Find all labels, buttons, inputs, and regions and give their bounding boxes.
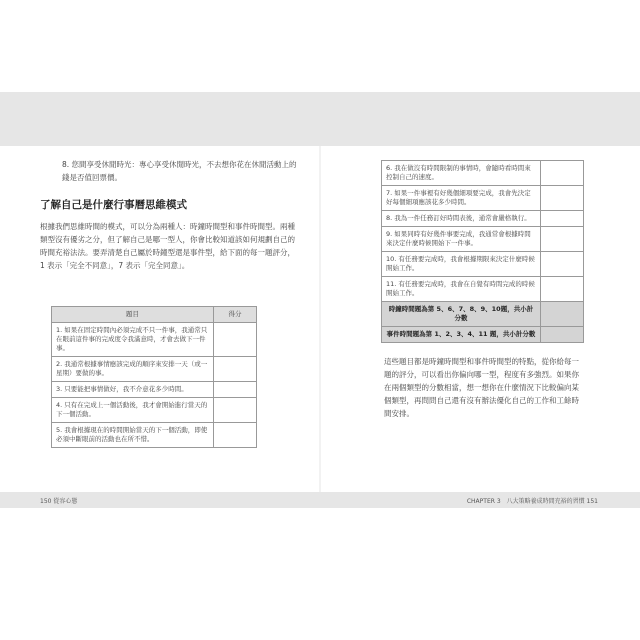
table-row — [382, 277, 584, 302]
table-row — [382, 211, 584, 227]
table-row — [52, 398, 257, 423]
score-cell — [541, 161, 584, 186]
table-row — [52, 382, 257, 398]
score-cell — [541, 327, 584, 343]
score-cell — [541, 186, 584, 211]
question-cell: 2. 我通常根據事情應該完成的順序來安排一天（或一星期）要做的事。 — [52, 357, 214, 382]
question-cell: 4. 只有在完成上一個活動後，我才會開始進行當天的下一個活動。 — [52, 398, 214, 423]
score-cell — [214, 357, 257, 382]
page-gutter — [319, 146, 321, 492]
question-cell: 10. 有任務要完成時，我會根據期限來決定什麼時候開始工作。 — [382, 252, 541, 277]
score-cell — [214, 398, 257, 423]
table-row — [382, 252, 584, 277]
score-cell — [541, 252, 584, 277]
column-header-score: 得分 — [214, 307, 257, 323]
column-header-question: 題目 — [52, 307, 214, 323]
question-cell: 1. 如果在固定時間內必須完成不只一件事，我通常只在眼前這件事的完成度令我滿意時，才會去做下一件事。 — [52, 323, 214, 357]
intro-paragraph: 根據我們思維時間的模式，可以分為兩種人：時鐘時間型和事件時間型。兩種類型沒有優劣之分，但了解自己是哪一型人，你會比較知道該如何規劃自己的時間充裕法法。要弄清楚自己屬於時鐘型還是事件型，給下面的每一題評分，1 表示「完全不同意」，7 表示「完全同意」。 — [40, 222, 295, 270]
score-cell — [214, 382, 257, 398]
conclusion-paragraph: 這些題目都是時鐘時間型和事件時間型的特點，從你給每一題的評分，可以看出你偏向哪一型，程度有多強烈。如果你在兩個類型的分數相當，想一想你在什麼情況下比較偏向某個類型，再問問自己還有沒有辦法優化自己的工作和工餘時間安排。 — [384, 357, 579, 418]
footer-right-chapter: CHAPTER 3 八大策略養成時間充裕的習慣 151 — [466, 498, 598, 505]
question-cell: 11. 有任務要完成時，我會在自覺有時間完成的時候開始工作。 — [382, 277, 541, 302]
score-cell — [541, 227, 584, 252]
question-cell: 8. 我為一件任務訂好時間表後，通常會嚴格執行。 — [382, 211, 541, 227]
top-background-band — [0, 92, 640, 146]
question-cell: 5. 我會根據現在的時間開始當天的下一個活動，即使必須中斷眼前的活動也在所不惜。 — [52, 423, 214, 448]
question-cell: 9. 如果同時有好幾件事要完成，我通常會根據時間來決定什麼時候開始下一件事。 — [382, 227, 541, 252]
section-heading: 了解自己是什麼行事曆思維模式 — [40, 199, 187, 211]
score-cell — [541, 211, 584, 227]
score-cell — [541, 302, 584, 327]
questionnaire-table-right — [381, 160, 584, 343]
question-cell: 6. 我在做沒有時間限制的事情時，會隨時看時間來控制自己的速度。 — [382, 161, 541, 186]
table-row — [52, 323, 257, 357]
event-time-sum-label: 事件時間題為第 1、2、3、4、11 題，共小計分數 — [382, 327, 541, 343]
question-cell: 7. 如果一件事裡有好幾個細項要完成，我會先決定好每個細項應該花多少時間。 — [382, 186, 541, 211]
table-row — [382, 227, 584, 252]
score-cell — [541, 277, 584, 302]
event-time-sum-row — [382, 327, 584, 343]
score-cell — [214, 323, 257, 357]
table-row — [52, 423, 257, 448]
table-row — [382, 186, 584, 211]
footer-left-page-number: 150 從容心態 — [40, 498, 78, 505]
table-row — [382, 161, 584, 186]
score-cell — [214, 423, 257, 448]
list-item-8: 8. 您間享受休閒時光：專心享受休閒時光，不去想你花在休閒活動上的錢是否值回票價。 — [62, 160, 297, 182]
clock-time-sum-row — [382, 302, 584, 327]
table-header-row — [52, 307, 257, 323]
table-row — [52, 357, 257, 382]
clock-time-sum-label: 時鐘時間題為第 5、6、7、8、9、10題，共小計分數 — [382, 302, 541, 327]
question-cell: 3. 只要能把事情做好，我不介意花多少時間。 — [52, 382, 214, 398]
questionnaire-table-left — [51, 306, 257, 448]
